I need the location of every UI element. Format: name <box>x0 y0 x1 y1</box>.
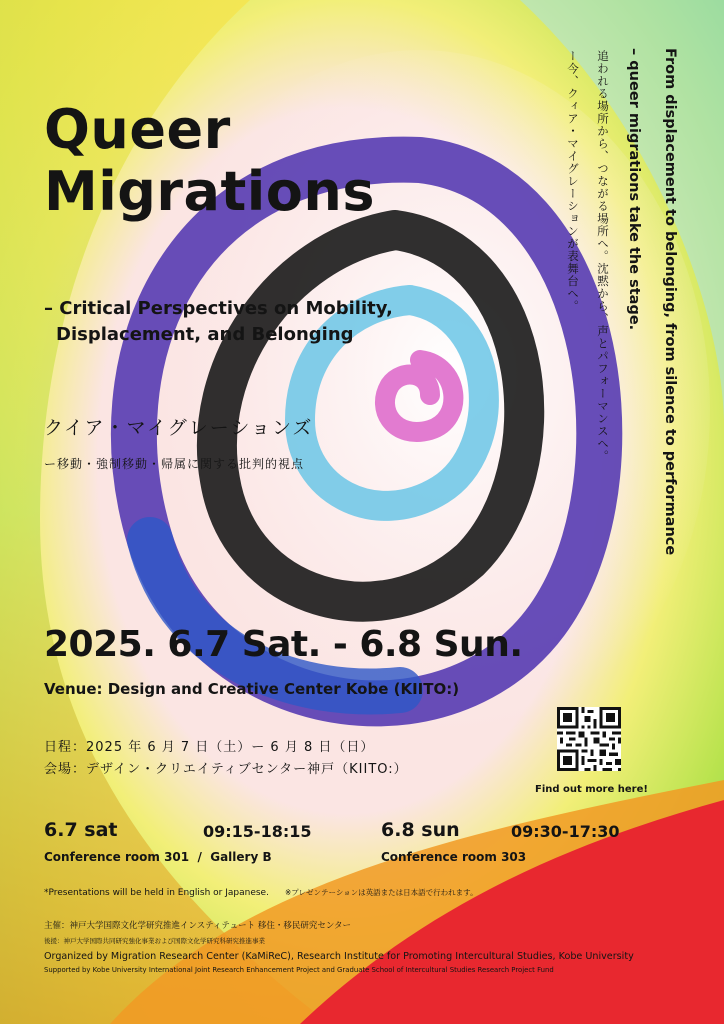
day-2-rooms: Conference room 303 <box>381 850 527 864</box>
subtitle <box>44 296 393 348</box>
qr-caption[interactable]: Find out more here! <box>535 784 648 795</box>
title-line-1: Queer <box>44 98 231 161</box>
dates-japanese: 日程：2025 年 6 月 7 日（土）ー 6 月 8 日（日） <box>44 740 375 755</box>
day-2-time: 09:30-17:30 <box>511 822 620 841</box>
venue-japanese: 会場：デザイン・クリエイティブセンター神戸（KIITO:） <box>44 762 408 777</box>
support-japanese: 後援：神戸大学国際共同研究強化事業および国際文化学研究科研究推進事業 <box>44 937 265 945</box>
subtitle-line-2: Displacement, and Belonging <box>56 324 354 345</box>
day-1-rooms: Conference room 301 / Gallery B <box>44 850 272 864</box>
support-english: Supported by Kobe University International Joint Research Enhancement Project and Graduate School of Intercultural Studies Research Project Fund <box>44 966 554 974</box>
tagline-english-line-1: From displacement to belonging, from silence to performance <box>662 48 678 556</box>
day-1-label: 6.7 sat <box>44 819 118 841</box>
tagline-japanese-line-1: 追われる場所から、つながる場所へ。沈黙から、声とパフォーマンスへ。 <box>596 50 610 463</box>
subtitle-line-1: – Critical Perspectives on Mobility, <box>44 298 393 319</box>
qr-code[interactable] <box>557 707 621 771</box>
language-note-japanese: ※プレゼンテーションは英語または日本語で行われます。 <box>285 888 478 897</box>
organizer-japanese: 主催：神戸大学国際文化学研究推進インスティテュート 移住・移民研究センター <box>44 921 352 931</box>
event-dates: 2025. 6.7 Sat. - 6.8 Sun. <box>44 624 523 665</box>
language-note-english: *Presentations will be held in English or Japanese. <box>44 888 269 898</box>
tagline-japanese-line-2: ー今、クィア・マイグレーションが表舞台へ。 <box>566 50 580 313</box>
day-1-time: 09:15-18:15 <box>203 822 312 841</box>
title-japanese: クイア・マイグレーションズ <box>44 417 314 439</box>
tagline-english-line-2: – queer migrations take the stage. <box>626 48 642 331</box>
day-2-label: 6.8 sun <box>381 819 460 841</box>
subtitle-japanese: ー移動・強制移動・帰属に関する批判的視点 <box>44 457 305 471</box>
organizer-english: Organized by Migration Research Center (KaMiReC), Research Institute for Promoting Intercultural Studies, Kobe University <box>44 951 634 962</box>
venue-english: Venue: Design and Creative Center Kobe (KIITO:) <box>44 680 460 698</box>
title-line-2: Migrations <box>44 160 375 223</box>
